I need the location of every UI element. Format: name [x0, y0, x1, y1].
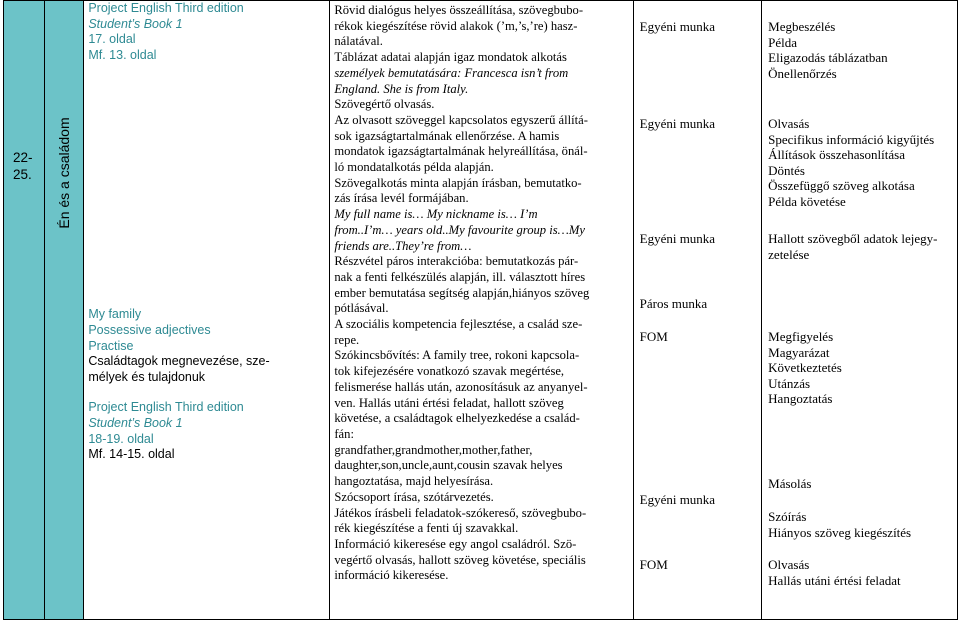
- skill-item: Hallás utáni értési feladat: [768, 572, 901, 588]
- activity-line: repe.: [334, 332, 360, 347]
- skill-item: Döntés: [768, 162, 805, 178]
- activity-line: pótlásával.: [334, 301, 389, 316]
- activity-line: személyek bemutatására: Francesca isn’t from: [334, 65, 569, 80]
- organization-cell: [633, 1, 762, 620]
- activity-line: ven. Hallás utáni értési feladat, hallott szöveg: [334, 395, 564, 410]
- skill-item: Állítások összehasonlítása: [768, 147, 905, 163]
- work-form: FOM: [639, 557, 668, 572]
- activity-line: Az olvasott szöveggel kapcsolatos egyszerű állítá-: [334, 112, 588, 127]
- source-group-2: [88, 307, 325, 385]
- topic-cell: [45, 1, 84, 620]
- skill-group: [768, 19, 887, 81]
- skill-item: Hallott szövegből adatok lejegy-: [768, 231, 938, 246]
- skill-item: Megfigyelés: [768, 329, 834, 344]
- skill-group: [768, 116, 934, 210]
- activity-line: Játékos írásbeli feladatok-szókereső, szövegbubo-: [334, 505, 587, 520]
- activity-line: daughter,son,uncle,aunt,cousin szavak helyes: [334, 458, 563, 473]
- activity-line: vegértő olvasás, hallott szöveg követése, speciális: [334, 552, 586, 567]
- source-page: 18-19. oldal: [88, 431, 154, 446]
- activity-line: Szövegalkotás minta alapján írásban, bemutatko-: [334, 175, 582, 190]
- skill-group: [768, 557, 900, 588]
- activity-line: Szövegértő olvasás.: [334, 97, 435, 112]
- skill-item: Következtetés: [768, 360, 842, 376]
- activity-line: követése, a családtagok elhelyezkedése a család-: [334, 411, 580, 426]
- skill-item: Szóírás: [768, 509, 807, 524]
- activity-line: England. She is from Italy.: [334, 81, 469, 96]
- skill-item: Önellenőrzés: [768, 65, 837, 81]
- activity-line: Szókincsbővítés: A family tree, rokoni kapcsola-: [334, 348, 580, 363]
- skill-item: Magyarázat: [768, 344, 830, 360]
- skill-item: Olvasás: [768, 116, 810, 131]
- work-form: FOM: [639, 329, 668, 344]
- activity-line: Táblázat adatai alapján igaz mondatok alkotás: [334, 50, 567, 65]
- skill-group: [768, 476, 811, 492]
- source-group-1: [88, 1, 325, 63]
- source-description: mélyek és tulajdonuk: [88, 369, 206, 384]
- source-book-title: Project English Third edition: [88, 1, 244, 15]
- source-unit-topic: Possessive adjectives: [88, 322, 211, 337]
- skill-item: Hiányos szöveg kiegészítés: [768, 524, 912, 540]
- lesson-plan-table: [3, 0, 958, 620]
- activity-line: My full name is… My nickname is… I’m: [334, 207, 538, 222]
- sources-cell: [84, 1, 330, 620]
- lesson-number-line1: 22-: [13, 150, 33, 165]
- table-row: [4, 1, 958, 620]
- activity-line: rékok kiegészítése rövid alakok (’m,’s,’re) hasz-: [334, 18, 578, 33]
- activity-line: zás írása levél formájában.: [334, 191, 469, 206]
- activity-line: tok kifejezésére vonatkozó szavak megértése,: [334, 364, 565, 379]
- activity-line: információ kikeresése.: [334, 568, 449, 583]
- work-form: Páros munka: [639, 296, 708, 311]
- source-unit-practise: Practise: [88, 338, 134, 353]
- activity-line: sok igazságtartalmának ellenőrzése. A hamis: [334, 128, 560, 143]
- activity-line: rék kiegészítése a fenti új szavakkal.: [334, 521, 519, 536]
- activity-line: from..I’m… years old..My favourite group is…My: [334, 222, 585, 237]
- activity-line: nálatával.: [334, 34, 383, 49]
- skill-item: Példa: [768, 34, 798, 50]
- activity-line: friends are..They’re from…: [334, 238, 472, 253]
- activity-line: Szócsoport írása, szótárvezetés.: [334, 489, 494, 504]
- topic-title: Én és a családom: [56, 117, 73, 229]
- work-form: Egyéni munka: [639, 116, 716, 131]
- activity-line: mondatok igazságtartalmának helyreállítása, önál-: [334, 144, 588, 159]
- source-book-subtitle: Student’s Book 1: [88, 16, 183, 31]
- skills-cell: [762, 1, 958, 620]
- source-book-title: Project English Third edition: [88, 400, 244, 415]
- skill-item: zetelése: [768, 246, 810, 262]
- skill-item: Utánzás: [768, 375, 811, 391]
- activity-line: A szociális kompetencia fejlesztése, a család sze-: [334, 317, 583, 332]
- activity-line: nak a fenti felkészülés alapján, ill. választott híres: [334, 269, 586, 284]
- activity-line: Rövid dialógus helyes összeállítása, szövegbubo-: [334, 3, 584, 17]
- activity-line: fán:: [334, 426, 354, 441]
- work-form: Egyéni munka: [639, 19, 716, 34]
- skill-item: Példa követése: [768, 193, 846, 209]
- source-unit-title: My family: [88, 307, 142, 322]
- skill-group: [768, 231, 937, 262]
- activities-cell: [330, 1, 633, 620]
- skill-group: [768, 329, 842, 407]
- skill-item: Másolás: [768, 476, 812, 491]
- source-workbook-page: Mf. 13. oldal: [88, 47, 157, 62]
- activity-line: felismerése hallás után, azonosításuk az anyanyel-: [334, 379, 588, 394]
- activity-line: Részvétel páros interakcióba: bemutatkozás pár-: [334, 254, 579, 269]
- work-form: Egyéni munka: [639, 492, 716, 507]
- source-workbook-page: Mf. 14-15. oldal: [88, 447, 175, 462]
- activity-line: ló mondatalkotás példa alapján.: [334, 160, 494, 175]
- activity-line: Információ kikeresése egy angol családról. Szö-: [334, 536, 577, 551]
- lesson-number-cell: [4, 1, 45, 620]
- skill-item: Olvasás: [768, 557, 810, 572]
- work-form: Egyéni munka: [639, 231, 716, 246]
- skill-group: [768, 509, 911, 540]
- skill-item: Eligazodás táblázatban: [768, 50, 888, 66]
- source-page: 17. oldal: [88, 32, 136, 47]
- skill-item: Megbeszélés: [768, 19, 836, 34]
- source-group-3: [88, 400, 325, 462]
- skill-item: Specifikus információ kigyűjtés: [768, 131, 935, 147]
- activity-line: grandfather,grandmother,mother,father,: [334, 442, 533, 457]
- source-book-subtitle: Student’s Book 1: [88, 415, 183, 430]
- activity-line: hangoztatása, majd helyesírása.: [334, 474, 494, 489]
- source-description: Családtagok megnevezése, sze-: [88, 354, 270, 369]
- skill-item: Összefüggő szöveg alkotása: [768, 178, 915, 194]
- skill-item: Hangoztatás: [768, 391, 833, 407]
- lesson-number-line2: 25.: [13, 167, 32, 182]
- activity-line: ember bemutatása segítség alapján,hiányos szöveg: [334, 285, 590, 300]
